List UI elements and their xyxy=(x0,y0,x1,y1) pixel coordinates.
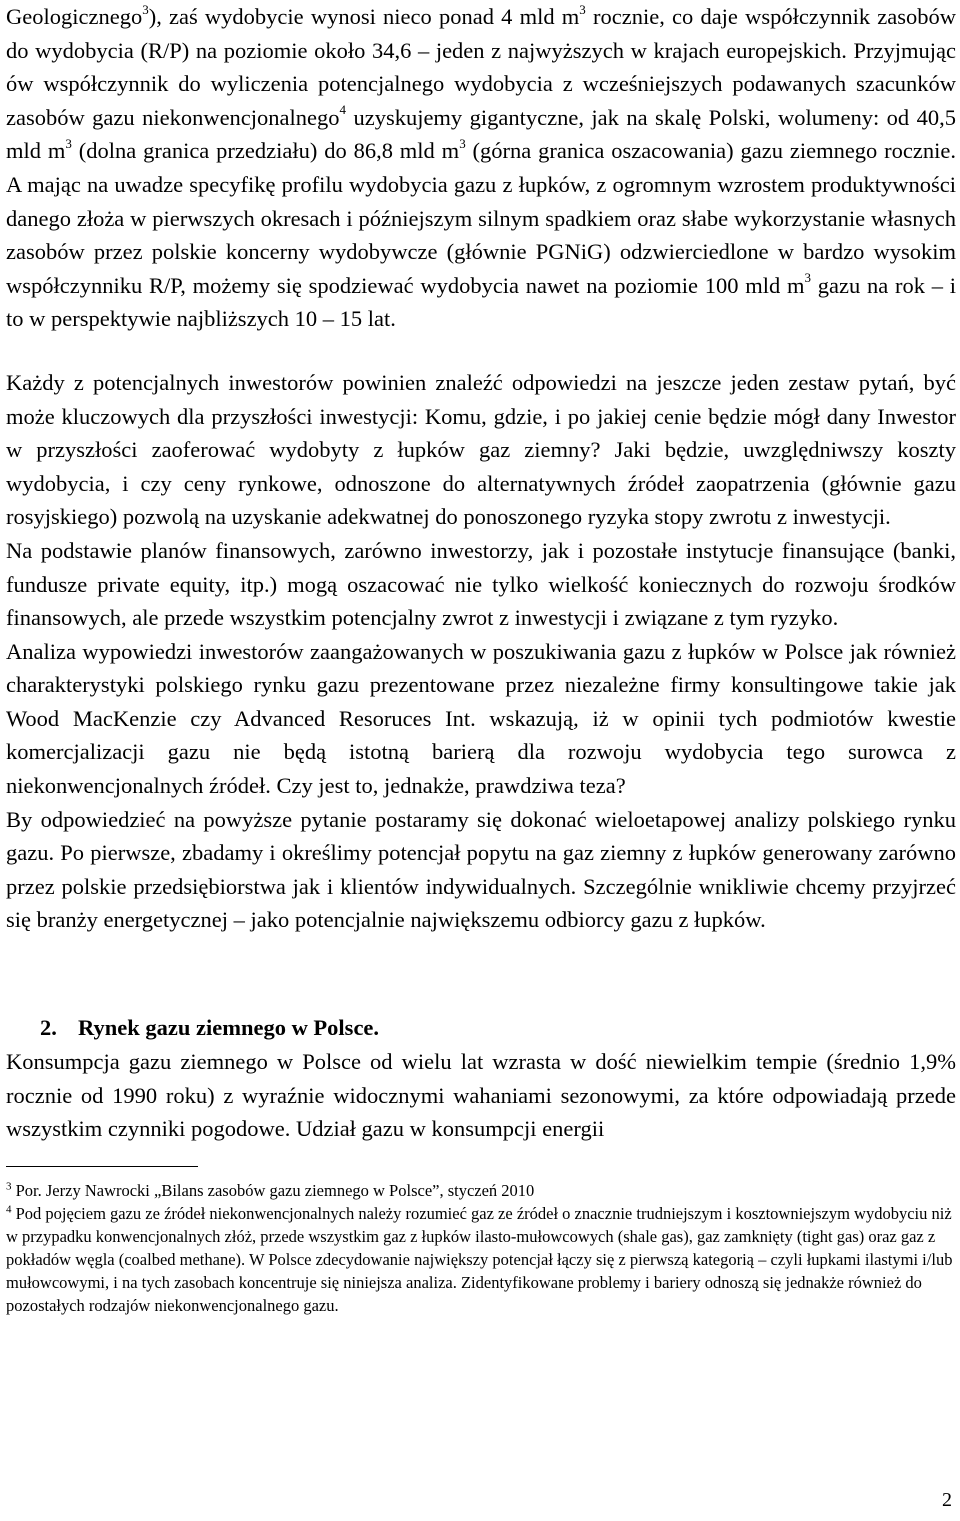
text-run: uzyskujemy gigantyczne, jak na skalę Polski, wolumeny: od 40,5 mld m xyxy=(6,104,956,164)
paragraph-gas-consumption: Konsumpcja gazu ziemnego w Polsce od wielu lat wzrasta w dość niewielkim tempie (średnio 1,9% rocznie od 1990 roku) z wyraźnie widocznymi wahaniami sezonowymi, za które odpowiadają przede wszystkim czynniki pogodowe. Udział gazu w konsumpcji energii xyxy=(6,1049,956,1142)
superscript-exponent: 3 xyxy=(579,1,586,17)
footnote-ref-3[interactable]: 3 xyxy=(142,1,149,17)
paragraph-analysis: Analiza wypowiedzi inwestorów zaangażowanych w poszukiwania gazu z łupków w Polsce jak również charakterystyki polskiego rynku gazu prezentowane przez niezależne firmy konsultingowe takie jak Wood MacKenzie czy Advanced Resoruces Int. wskazują, iż w opinii tych podmiotów kwestie komercjalizacji gazu nie będą istotną barierą dla rozwoju wydobycia tego surowca z niekonwencjonalnych źródeł. Czy jest to, jednakże, prawdziwa teza? xyxy=(6,638,956,799)
footnote-ref-4[interactable]: 4 xyxy=(339,102,347,118)
footnote-mark: 4 xyxy=(6,1203,12,1216)
section-title: Rynek gazu ziemnego w Polsce. xyxy=(78,1015,380,1041)
paragraph-financial-plans: Na podstawie planów finansowych, zarówno inwestorzy, jak i pozostałe instytucje finansujące (banki, fundusze private equity, itp.) mogą oszacować nie tylko wielkość koniecznych do rozwoju środków finansowych, ale przede wszystkim potencjalny zwrot z inwestycji i związane z tym ryzyko. xyxy=(6,537,956,631)
paragraph-investor-questions: Każdy z potencjalnych inwestorów powinien znaleźć odpowiedzi na jeszcze jeden zestaw pytań, być może kluczowych dla przyszłości inwestycji: Komu, gdzie, i po jakiej cenie będzie mógł dany Inwestor w przyszłości zaoferować wydobyty z łupków gaz ziemny? Jaki będzie, uwzględniwszy koszty wydobycia, i czy ceny rynkowe, odnoszone do alternatywnych źródeł zaopatrzenia (głównie gazu rosyjskiego) pozwolą na uzyskanie adekwatnej do ponoszonego ryzyka stopy zwrotu z inwestycji. xyxy=(6,369,956,530)
superscript-exponent: 3 xyxy=(459,135,466,151)
document-page xyxy=(6,0,956,1317)
footnote-text: Pod pojęciem gazu ze źródeł niekonwencjonalnych należy rozumieć gaz ze źródeł o znacznie trudniejszym i kosztowniejszym wydobyciu niż w przypadku konwencjonalnych złóż, przede wszystkim gaz z łupków ilasto-mułowcowych (shale gas), gaz zamknięty (tight gas) oraz gaz z pokładów węgla (coalbed methane). W Polsce zdecydowanie największy potencjał łączy się z pierwszą kategorią – czyli łupkami ilastymi i/lub mułowcowymi, i na tych zasobach koncentruje się niniejsza analiza. Zidentyfikowane problemy i bariery odnoszą się jednakże również do pozostałych rodzajów niekonwencjonalnego gazu. xyxy=(6,1203,953,1315)
section-heading xyxy=(6,1011,956,1045)
footnote-3 xyxy=(6,1179,956,1202)
text-run: (górna granica oszacowania) gazu ziemnego rocznie. A mając na uwadze specyfikę profilu wydobycia gazu z łupków, z ogromnym wzrostem produktywności danego złoża w pierwszych okresach i późniejszym silnym spadkiem oraz słabe wykorzystanie własnych zasobów przez polskie koncerny wydobywcze (głównie PGNiG) odzwierciedlone w bardzo wysokim współczynniku R/P, możemy się spodziewać wydobycia nawet na poziomie 100 mld m xyxy=(6,138,956,298)
paragraph-research-plan: By odpowiedzieć na powyższe pytanie postaramy się dokonać wieloetapowej analizy polskiego rynku gazu. Po pierwsze, zbadamy i określimy potencjał popytu na gaz ziemny z łupków generowany zarówno przez polskie przedsiębiorstwa jak i klientów indywidualnych. Szczególnie wnikliwie chcemy przyjrzeć się branży energetycznej – jako potencjalnie największemu odbiorcy gazu z łupków. xyxy=(6,806,956,933)
superscript-exponent: 3 xyxy=(804,270,812,286)
text-run: ), zaś wydobycie wynosi nieco ponad 4 mld m xyxy=(148,4,580,29)
text-run: gazu na rok – i to w perspektywie najbliższych 10 – 15 lat. xyxy=(6,272,956,332)
text-run: (dolna granica przedziału) do 86,8 mld m xyxy=(71,138,460,164)
paragraph-gap xyxy=(6,336,956,366)
section-number: 2. xyxy=(40,1015,57,1041)
page-number: 2 xyxy=(942,1489,952,1511)
footnote-mark: 3 xyxy=(6,1180,12,1193)
text-run: Geologicznego xyxy=(6,4,143,29)
footnote-separator xyxy=(6,1166,198,1167)
footnote-4 xyxy=(6,1202,956,1317)
superscript-exponent: 3 xyxy=(65,135,72,151)
footnote-text: Por. Jerzy Nawrocki „Bilans zasobów gazu ziemnego w Polsce”, styczeń 2010 xyxy=(11,1180,535,1200)
text-run: rocznie, co daje współczynnik zasobów do wydobycia (R/P) na poziomie około 34,6 – jeden z najwyższych w krajach europejskich. Przyjmując ów współczynnik do wyliczenia potencjalnego wydobycia z wcześniejszych podawanych szacunków zasobów gazu niekonwencjonalnego xyxy=(6,4,957,130)
paragraph-reserves xyxy=(6,0,956,336)
section-gap xyxy=(6,937,956,1011)
